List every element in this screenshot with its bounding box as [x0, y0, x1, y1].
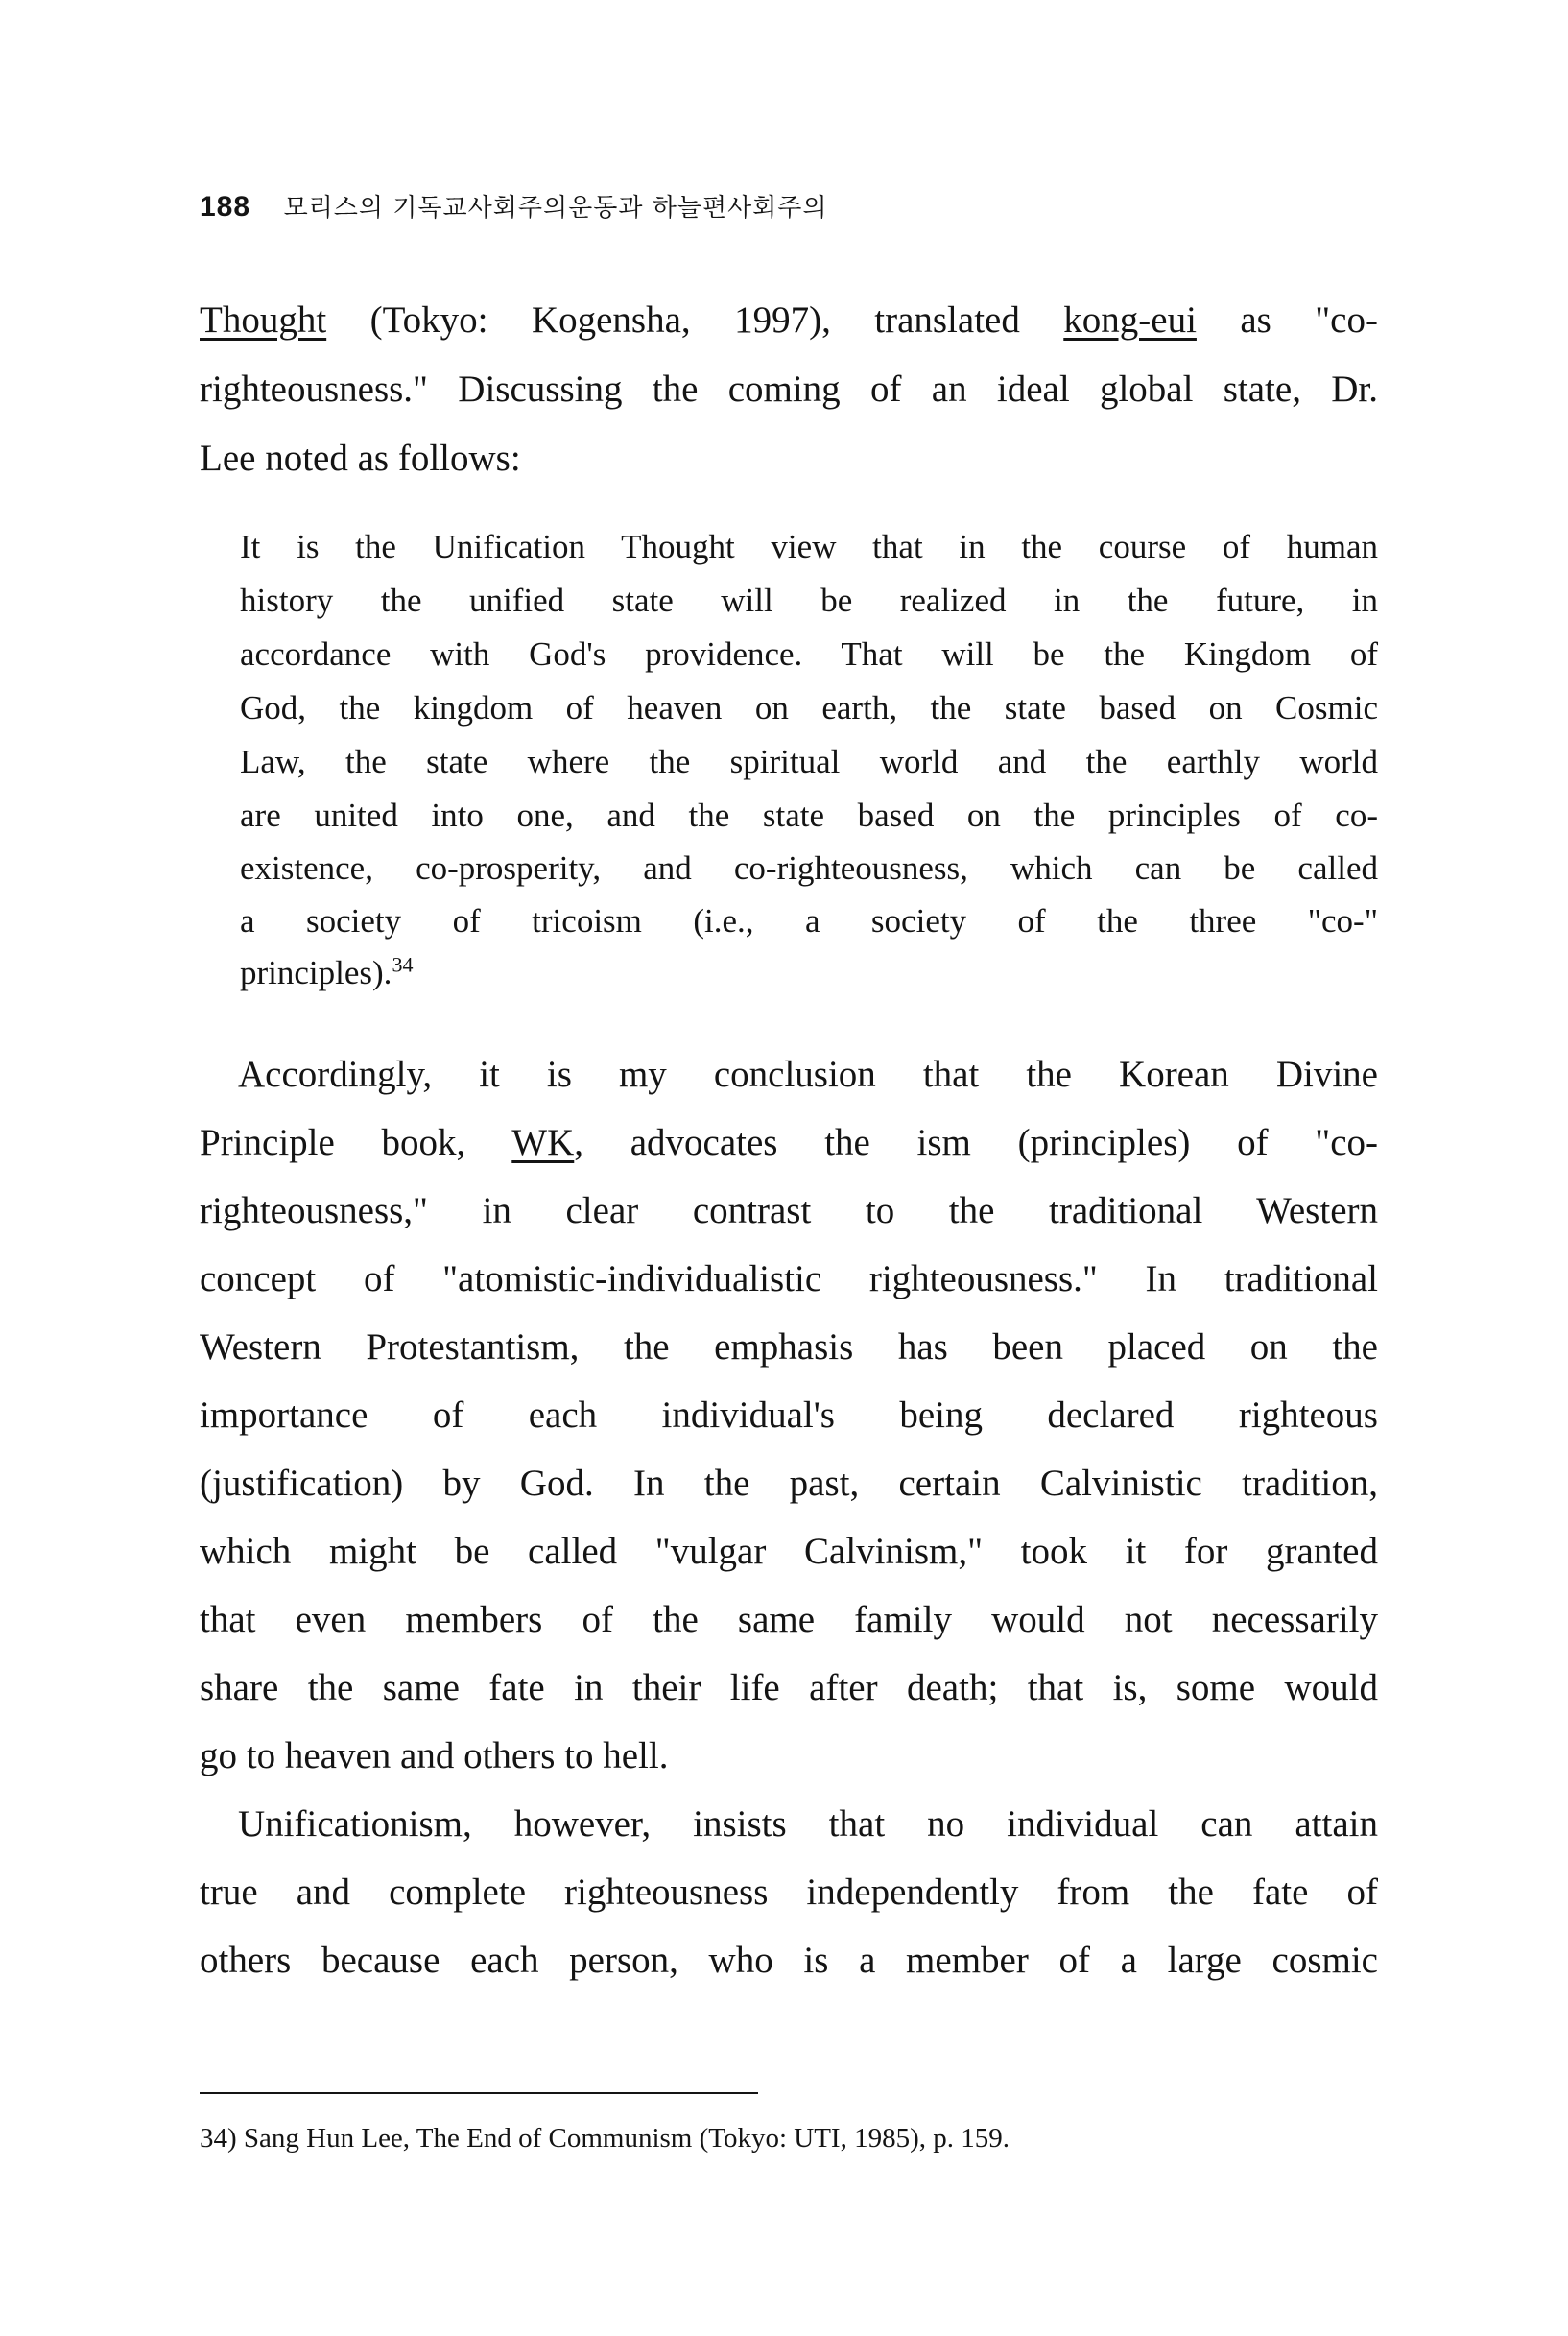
- para1-line-2: righteousness." Discussing the coming of an ideal global state, Dr.: [200, 369, 1378, 410]
- para3-line-1: Unificationism, however, insists that no individual can attain: [238, 1803, 1378, 1845]
- quote-line-7: existence, co-prosperity, and co-righteousness, which can be called: [240, 849, 1378, 887]
- quote-line-3: accordance with God's providence. That will be the Kingdom of: [240, 635, 1378, 673]
- para2-line-3: righteousness," in clear contrast to the traditional Western: [200, 1190, 1378, 1231]
- quote-line-4: God, the kingdom of heaven on earth, the state based on Cosmic: [240, 689, 1378, 727]
- quote-line-8: a society of tricoism (i.e., a society of the three "co-": [240, 902, 1378, 940]
- quote-line-2: history the unified state will be realized in the future, in: [240, 582, 1378, 619]
- para2-line-2: [200, 1120, 1378, 1166]
- term-underlined: kong-eui: [1063, 299, 1197, 341]
- book-title-underlined: Thought: [200, 299, 327, 341]
- para1-line-3: Lee noted as follows:: [200, 438, 521, 479]
- running-header: [200, 188, 828, 224]
- quote-line-6: are united into one, and the state based on the principles of co-: [240, 797, 1378, 834]
- para2-line-10: share the same fate in their life after death; that is, some would: [200, 1667, 1378, 1708]
- para2-line-1: Accordingly, it is my conclusion that the Korean Divine: [238, 1054, 1378, 1095]
- para2-line-6: importance of each individual's being declared righteous: [200, 1394, 1378, 1436]
- para2-line-2-text-b: , advocates the ism (principles) of "co-: [574, 1122, 1378, 1163]
- para2-line-5: Western Protestantism, the emphasis has been placed on the: [200, 1326, 1378, 1368]
- para1-line-1-text-b: as "co-: [1196, 299, 1378, 341]
- book-abbrev-underlined: WK: [511, 1122, 575, 1163]
- footnote-34: 34) Sang Hun Lee, The End of Communism (Tokyo: UTI, 1985), p. 159.: [200, 2123, 1010, 2154]
- para3-line-3: others because each person, who is a member of a large cosmic: [200, 1940, 1378, 1981]
- para2-line-7: (justification) by God. In the past, certain Calvinistic tradition,: [200, 1463, 1378, 1504]
- running-title: 모리스의 기독교사회주의운동과 하늘편사회주의: [283, 194, 828, 223]
- para1-line-1: [200, 298, 1378, 344]
- footnote-rule: [200, 2092, 758, 2094]
- para2-line-8: which might be called "vulgar Calvinism," took it for granted: [200, 1531, 1378, 1572]
- para2-line-9: that even members of the same family would not necessarily: [200, 1599, 1378, 1640]
- quote-line-5: Law, the state where the spiritual world and the earthly world: [240, 743, 1378, 780]
- para2-line-11: go to heaven and others to hell.: [200, 1735, 669, 1776]
- quote-line-1: It is the Unification Thought view that in the course of human: [240, 528, 1378, 565]
- para3-line-2: true and complete righteousness independently from the fate of: [200, 1871, 1378, 1913]
- page-number: 188: [200, 191, 251, 223]
- footnote-reference: 34: [392, 952, 414, 977]
- para1-line-1-text-a: (Tokyo: Kogensha, 1997), translated: [326, 299, 1064, 341]
- para2-line-2-text-a: Principle book,: [200, 1122, 512, 1163]
- para2-line-4: concept of "atomistic-individualistic righteousness." In traditional: [200, 1258, 1378, 1299]
- quote-line-9: [240, 952, 1378, 994]
- quote-last-line-text: principles).: [240, 954, 392, 991]
